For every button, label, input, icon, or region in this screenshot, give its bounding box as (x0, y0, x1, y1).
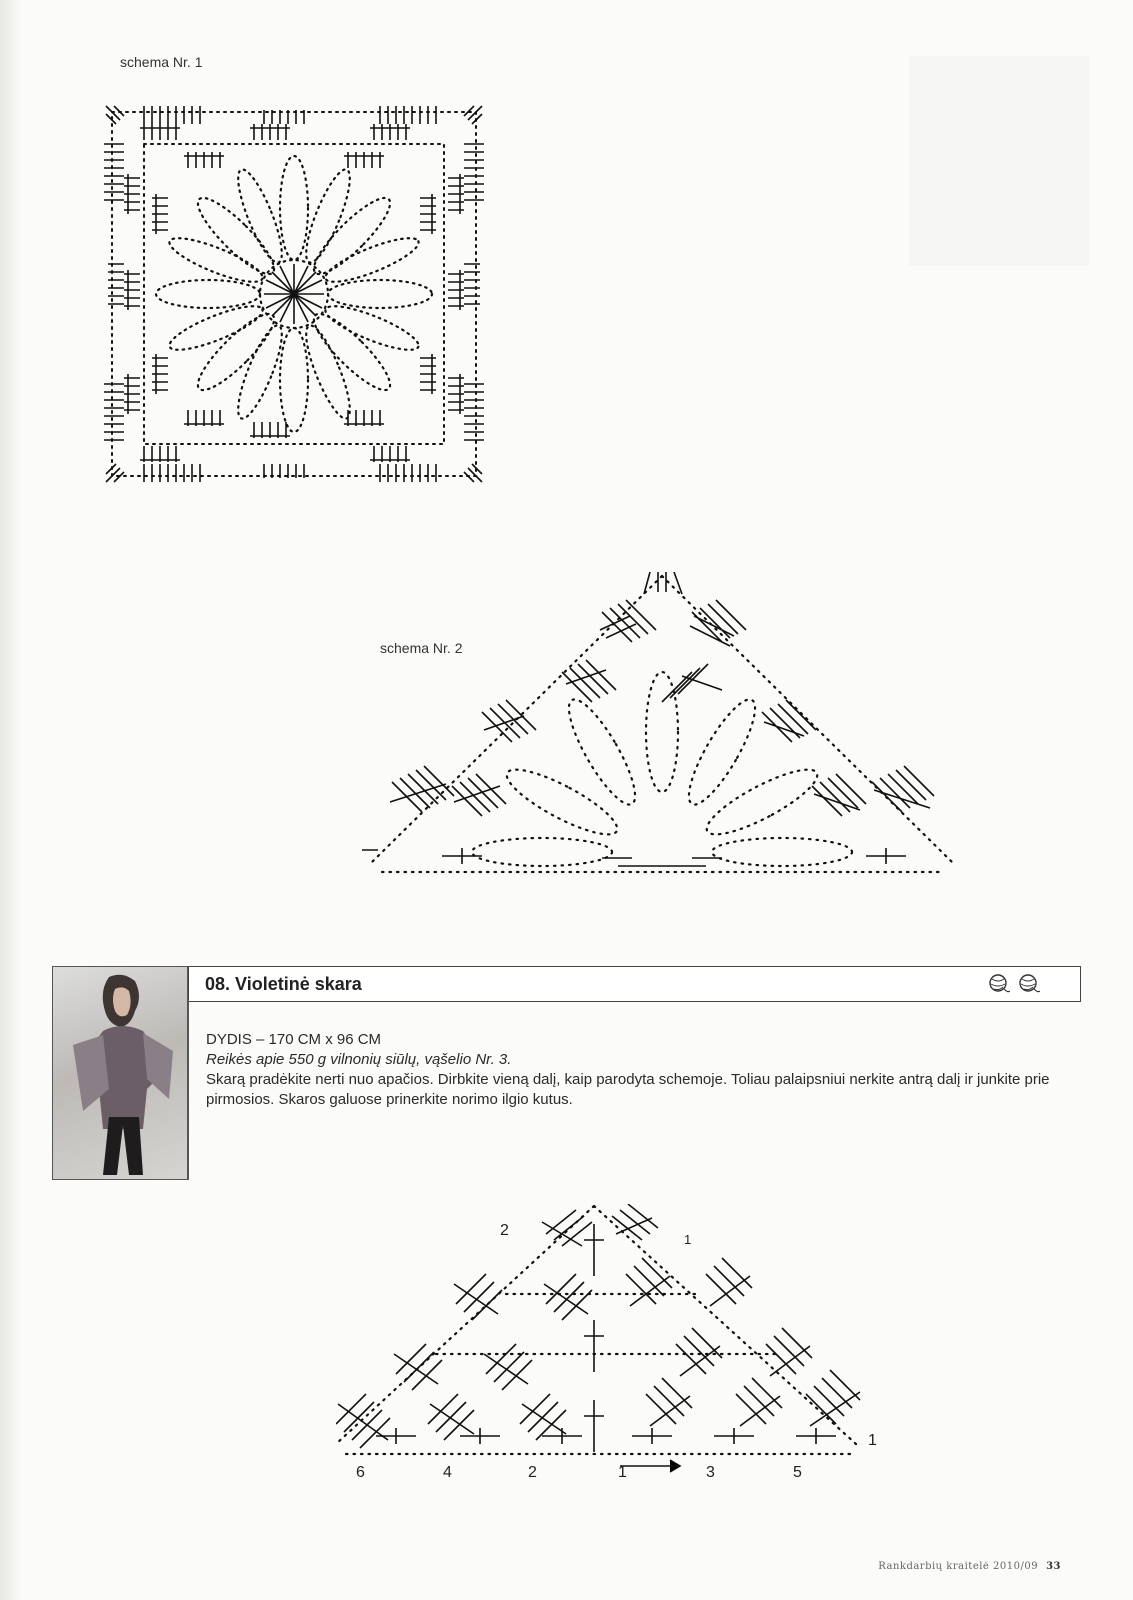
row-number: 4 (443, 1464, 452, 1481)
schema3-label-top-right: 1 (684, 1232, 692, 1247)
pattern-section (52, 966, 1080, 1180)
schema3-label-top-left: 2 (500, 1222, 509, 1239)
yarn-ball-icon (1018, 973, 1040, 995)
schema3-diagram (336, 1204, 876, 1484)
model-photo (52, 966, 188, 1180)
row-number: 2 (528, 1464, 537, 1481)
bleed-through-ghost (909, 56, 1089, 266)
row-number: 1 (618, 1464, 627, 1481)
difficulty-icons (988, 973, 1040, 995)
row-number: 5 (793, 1464, 802, 1481)
schema2-diagram (362, 572, 962, 892)
schema1-diagram (104, 104, 484, 484)
pattern-title-bar (188, 966, 1081, 1002)
pattern-title: 08. Violetinė skara (205, 974, 362, 994)
pattern-instructions: Skarą pradėkite nerti nuo apačios. Dirbkite vieną dalį, kaip parodyta schemoje. Toliau palaipsniui nerkite antrą dalį ir junkite prie pirmosios. Skaros galuose prinerkite norimo ilgio kutus. (206, 1071, 1050, 1108)
row-number: 3 (706, 1464, 715, 1481)
pattern-info (206, 1030, 1066, 1110)
page-binding-shade (0, 0, 22, 1600)
pattern-yarn: Reikės apie 550 g vilnonių siūlų, vąšelio Nr. 3. (206, 1051, 512, 1068)
schema2-label: schema Nr. 2 (380, 640, 463, 656)
row-number: 6 (356, 1464, 365, 1481)
divider (188, 1000, 189, 1180)
yarn-ball-icon (988, 973, 1010, 995)
pattern-size: DYDIS – 170 CM x 96 CM (206, 1031, 382, 1048)
publication-name: Rankdarbių kraitelė 2010/09 (878, 1561, 1039, 1572)
schema3-label-right: 1 (868, 1432, 877, 1449)
schema1-label: schema Nr. 1 (120, 54, 203, 70)
page-number: 33 (1046, 1561, 1061, 1572)
page-footer (878, 1561, 1061, 1572)
